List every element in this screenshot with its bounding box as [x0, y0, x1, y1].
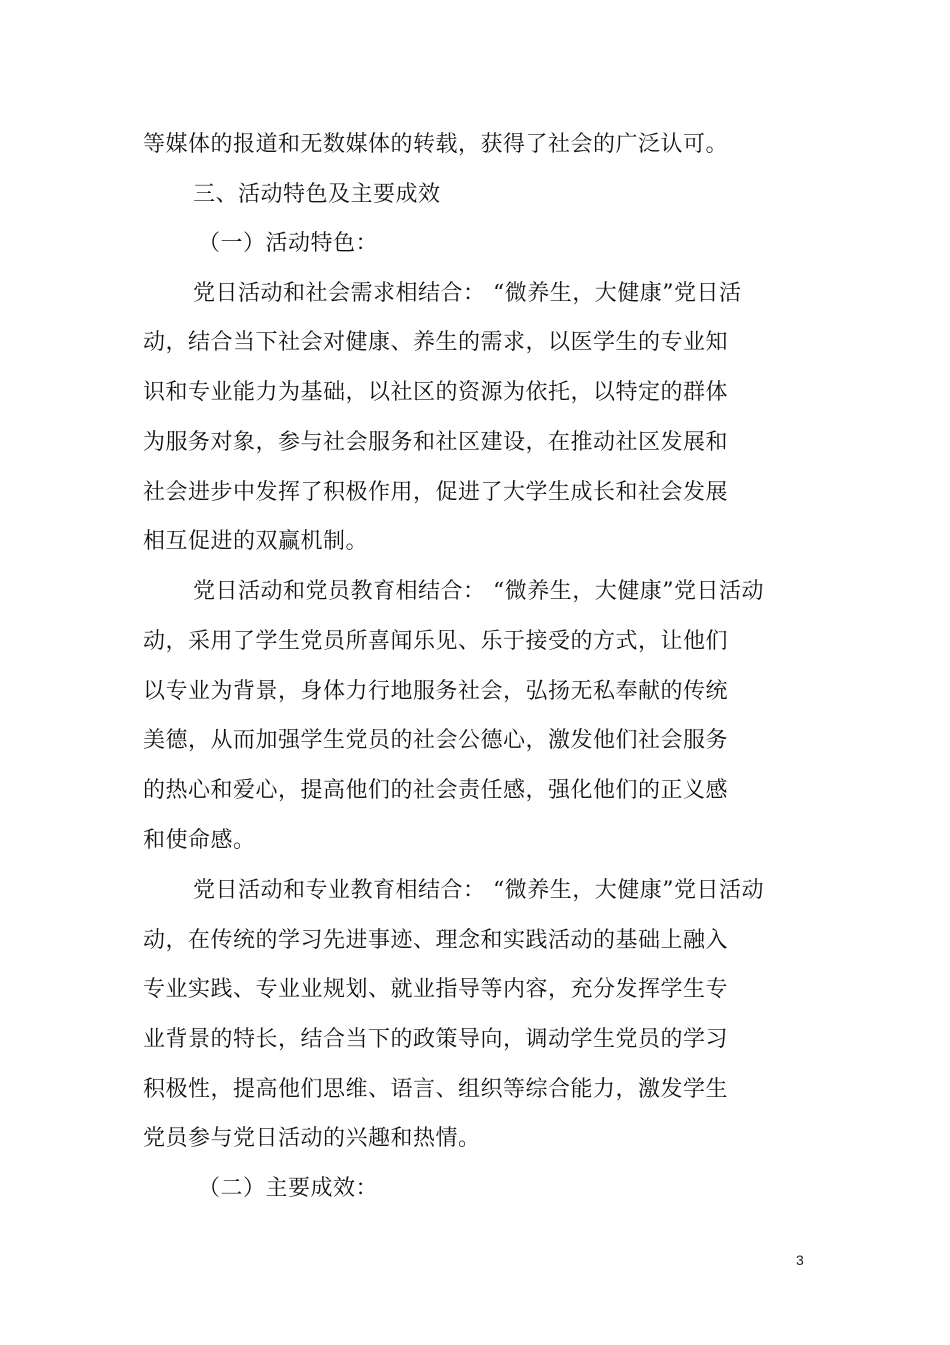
page-number: 3 — [796, 1252, 804, 1268]
paragraph-line: 动，采用了学生党员所喜闻乐见、乐于接受的方式，让他们 — [143, 629, 729, 654]
paragraph-line: 为服务对象，参与社会服务和社区建设，在推动社区发展和 — [143, 430, 729, 455]
paragraph-line: 的热心和爱心，提高他们的社会责任感，强化他们的正义感 — [143, 778, 729, 803]
paragraph-line: 业背景的特长，结合当下的政策导向，调动学生党员的学习 — [143, 1027, 729, 1052]
paragraph-line: 和使命感。 — [143, 828, 256, 853]
paragraph-line: 动，在传统的学习先进事迹、理念和实践活动的基础上融入 — [143, 928, 729, 953]
paragraph-line: 党员参与党日活动的兴趣和热情。 — [143, 1126, 481, 1151]
paragraph-line: 动，结合当下社会对健康、养生的需求，以医学生的专业知 — [143, 330, 729, 355]
subsection-heading: （一）活动特色： — [198, 231, 379, 256]
paragraph-line: 专业实践、专业业规划、就业指导等内容，充分发挥学生专 — [143, 977, 729, 1002]
paragraph-line: 积极性，提高他们思维、语言、组织等综合能力，激发学生 — [143, 1077, 729, 1102]
paragraph-line: 社会进步中发挥了积极作用，促进了大学生成长和社会发展 — [143, 480, 729, 505]
text-line: 等媒体的报道和无数媒体的转载，获得了社会的广泛认可。 — [143, 132, 729, 157]
paragraph-line: 以专业为背景，身体力行地服务社会，弘扬无私奉献的传统 — [143, 679, 729, 704]
paragraph-line: 相互促进的双赢机制。 — [143, 529, 369, 554]
paragraph-line: 美德，从而加强学生党员的社会公德心，激发他们社会服务 — [143, 728, 729, 753]
paragraph-line: 党日活动和党员教育相结合： “微养生，大健康”党日活动 — [193, 579, 764, 604]
paragraph-line: 党日活动和专业教育相结合： “微养生，大健康”党日活动 — [193, 878, 764, 903]
section-heading: 三、活动特色及主要成效 — [193, 182, 441, 207]
subsection-heading: （二）主要成效： — [198, 1176, 379, 1201]
paragraph-line: 识和专业能力为基础，以社区的资源为依托，以特定的群体 — [143, 380, 729, 405]
paragraph-line: 党日活动和社会需求相结合： “微养生，大健康”党日活 — [193, 281, 742, 306]
